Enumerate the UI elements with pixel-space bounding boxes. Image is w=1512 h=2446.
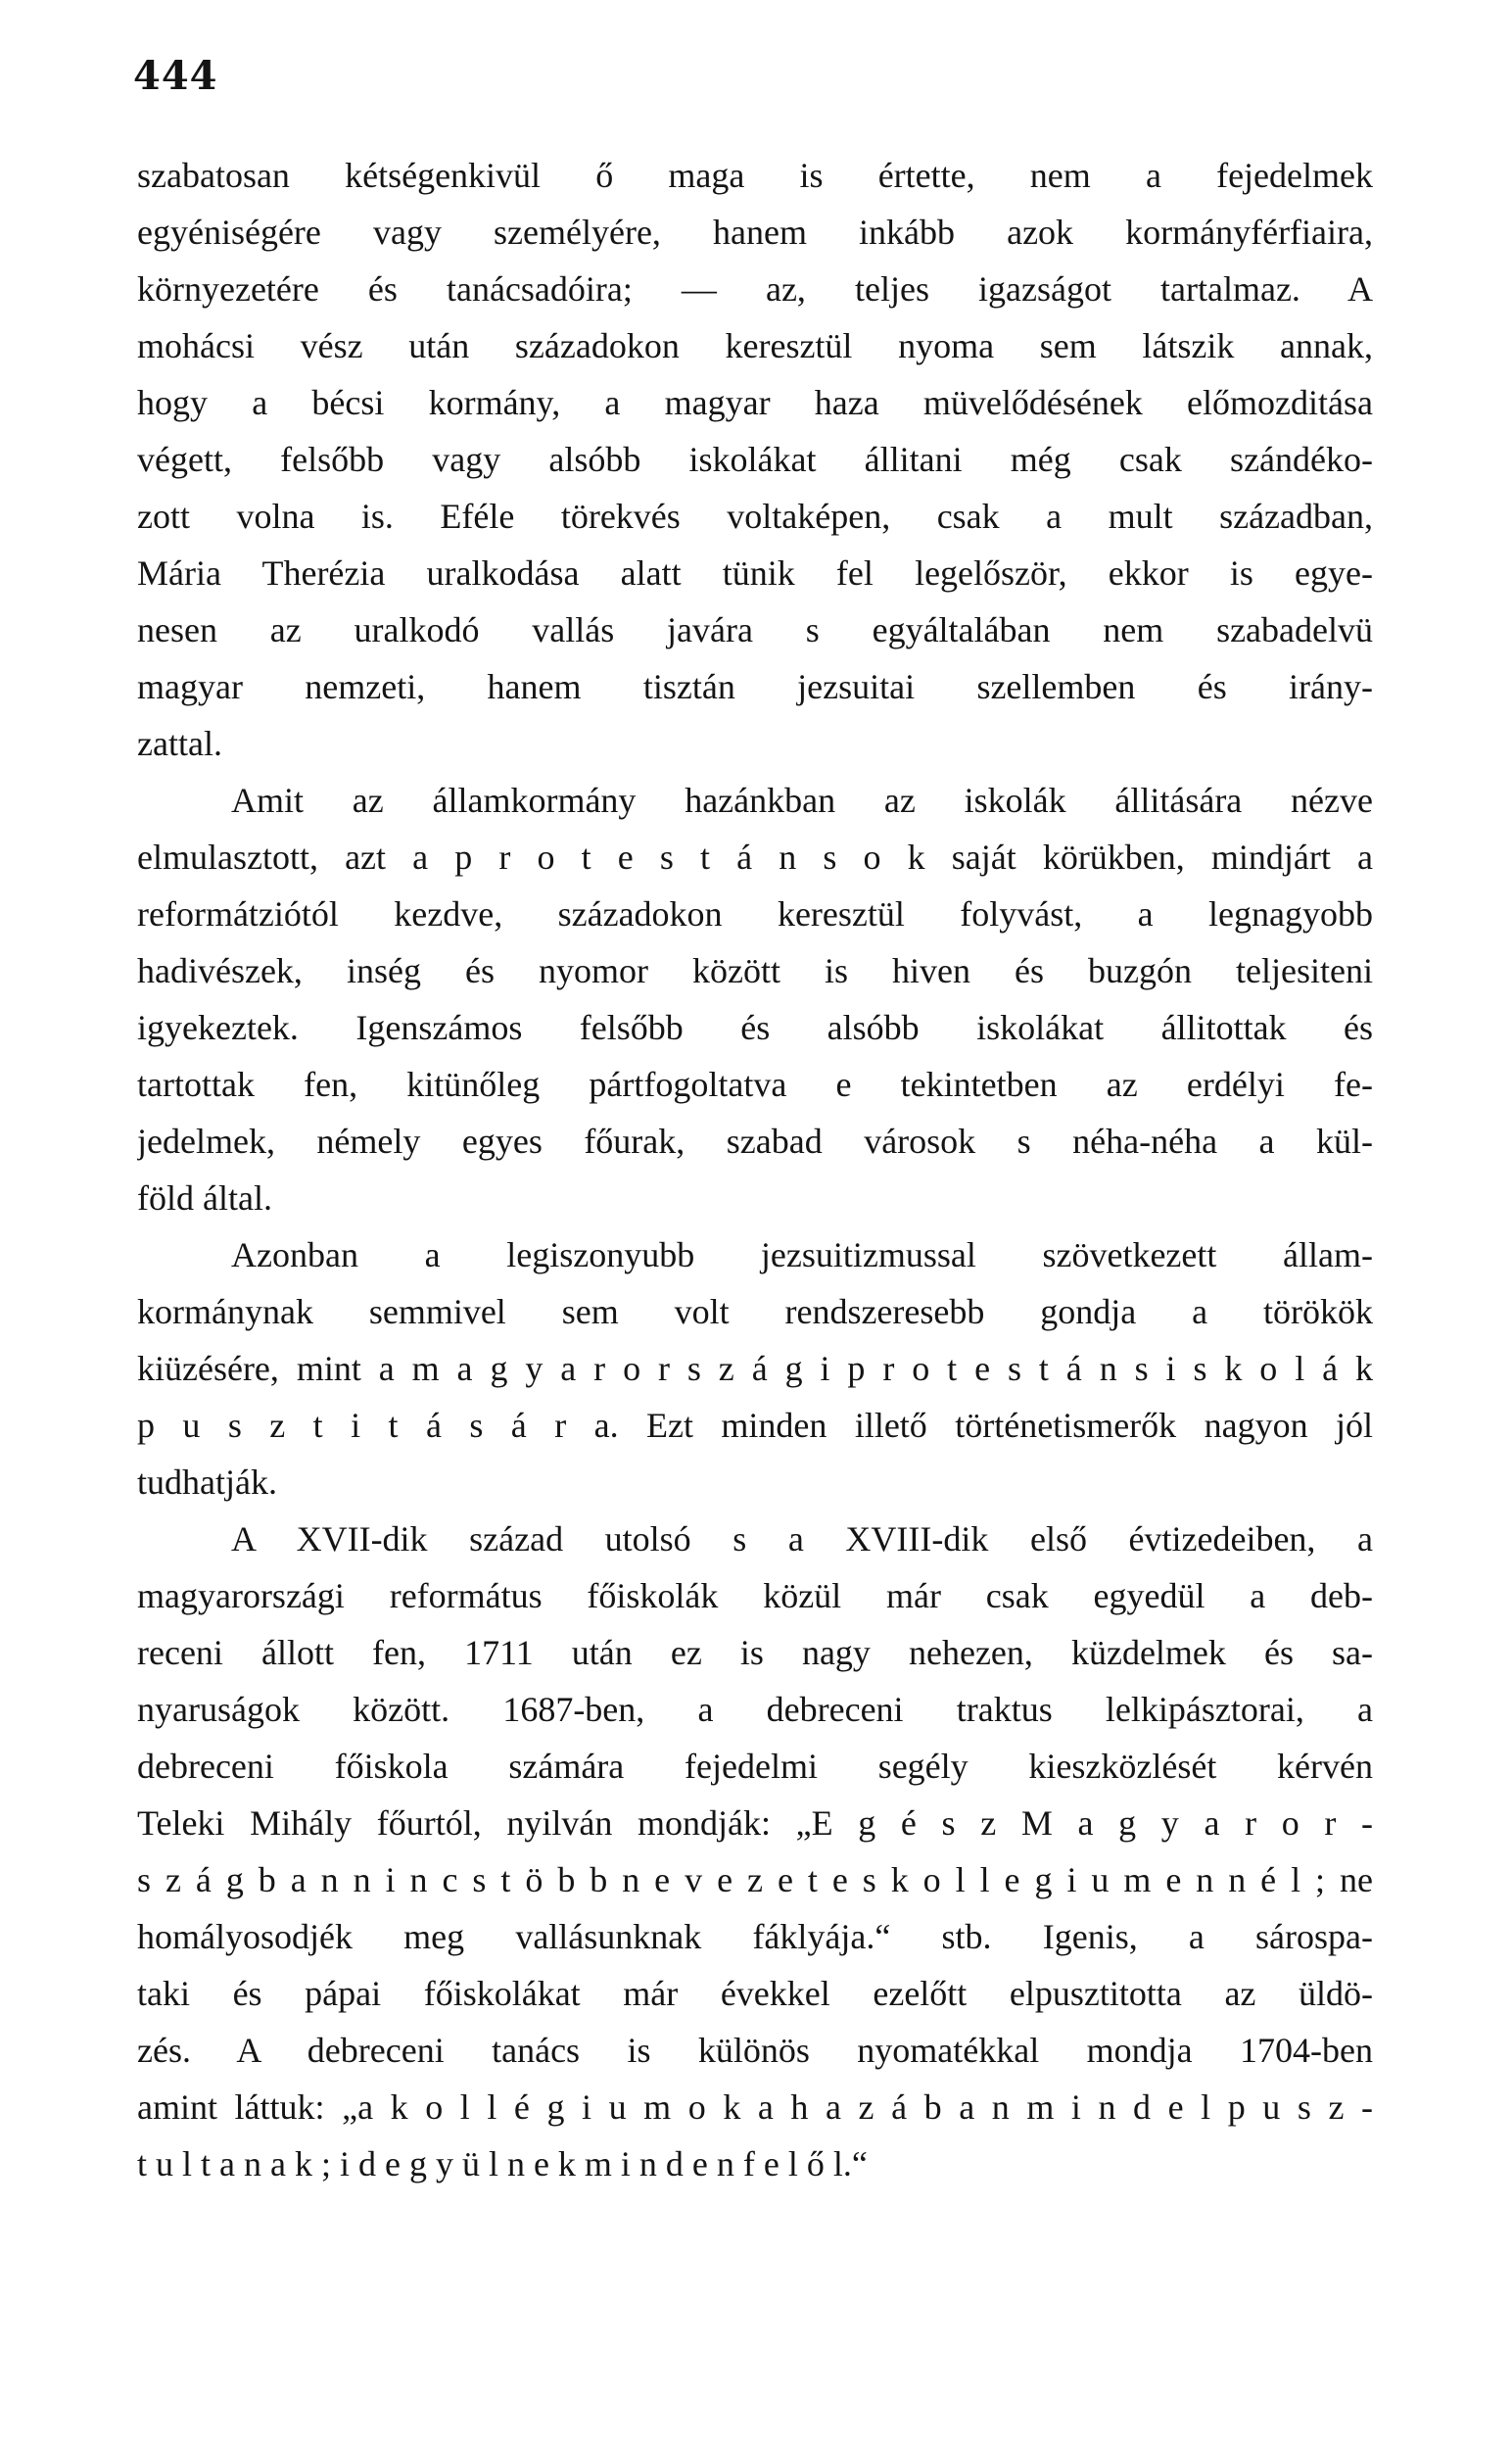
text-line: szabatosan kétségenkivül ő maga is értette, nem a fejedelmek bbox=[137, 156, 1373, 195]
text-line: magyar nemzeti, hanem tisztán jezsuitai szellemben és irány- bbox=[137, 667, 1373, 706]
text-line: kormánynak semmivel sem volt rendszeresebb gondja a törökök bbox=[137, 1292, 1373, 1331]
text-line: zott volna is. Eféle törekvés voltaképen, csak a mult században, bbox=[137, 497, 1373, 536]
body-text bbox=[137, 147, 1373, 2192]
text-line: A XVII-dik század utolsó s a XVIII-dik első évtizedeiben, a bbox=[231, 1519, 1373, 1559]
text-line: taki és pápai főiskolákat már évekkel ezelőtt elpusztitotta az üldö- bbox=[137, 1974, 1373, 2013]
text-line: végett, felsőbb vagy alsóbb iskolákat állitani még csak szándéko- bbox=[137, 440, 1373, 479]
text-line: Teleki Mihály főurtól, nyilván mondják: „E g é s z M a g y a r o r - bbox=[137, 1803, 1373, 1843]
text-line: hadivészek, inség és nyomor között is hiven és buzgón teljesiteni bbox=[137, 951, 1373, 990]
text-line: igyekeztek. Igenszámos felsőbb és alsóbb iskolákat állitottak és bbox=[137, 1008, 1373, 1047]
text-line: reformátziótól kezdve, századokon keresztül folyvást, a legnagyobb bbox=[137, 894, 1373, 934]
text-line: zés. A debreceni tanács is különös nyomatékkal mondja 1704-ben bbox=[137, 2031, 1373, 2070]
text-line: hogy a bécsi kormány, a magyar haza müvelődésének előmozditása bbox=[137, 383, 1373, 422]
text-line: debreceni főiskola számára fejedelmi segély kieszközlését kérvén bbox=[137, 1747, 1373, 1786]
text-line: s z á g b a n n i n c s t ö b b n e v e z e t e s k o l l e g i u m e n n é l ; ne bbox=[137, 1860, 1373, 1899]
text-line: t u l t a n a k ; i d e g y ü l n e k m i n d e n f e l ő l.“ bbox=[137, 2144, 868, 2183]
text-line: receni állott fen, 1711 után ez is nagy nehezen, küzdelmek és sa- bbox=[137, 1633, 1373, 1672]
text-line: p u s z t i t á s á r a. Ezt minden illető történetismerők nagyon jól bbox=[137, 1406, 1373, 1445]
text-line: amint láttuk: „a k o l l é g i u m o k a h a z á b a n m i n d e l p u s z - bbox=[137, 2087, 1373, 2127]
text-line: tartottak fen, kitünőleg pártfogoltatva e tekintetben az erdélyi fe- bbox=[137, 1065, 1373, 1104]
text-line: környezetére és tanácsadóira; — az, teljes igazságot tartalmaz. A bbox=[137, 269, 1373, 309]
text-line: mohácsi vész után századokon keresztül nyoma sem látszik annak, bbox=[137, 326, 1373, 365]
text-line: homályosodjék meg vallásunknak fáklyája.“ stb. Igenis, a sárospa- bbox=[137, 1917, 1373, 1956]
text-line: zattal. bbox=[137, 724, 222, 763]
text-line: elmulasztott, azt a p r o t e s t á n s o k saját körükben, mindjárt a bbox=[137, 838, 1373, 877]
text-line: Amit az államkormány hazánkban az iskolák állitására nézve bbox=[231, 781, 1373, 820]
text-line: tudhatják. bbox=[137, 1463, 277, 1502]
text-line: magyarországi református főiskolák közül már csak egyedül a deb- bbox=[137, 1576, 1373, 1615]
text-line: jedelmek, némely egyes főurak, szabad városok s néha-néha a kül- bbox=[137, 1122, 1373, 1161]
text-line: nesen az uralkodó vallás javára s egyáltalában nem szabadelvü bbox=[137, 610, 1373, 649]
text-line: Azonban a legiszonyubb jezsuitizmussal szövetkezett állam- bbox=[231, 1235, 1373, 1274]
text-line: egyéniségére vagy személyére, hanem inkább azok kormányférfiaira, bbox=[137, 213, 1373, 252]
text-line: nyaruságok között. 1687-ben, a debreceni traktus lelkipásztorai, a bbox=[137, 1690, 1373, 1729]
text-line: kiüzésére, mint a m a g y a r o r s z á g i p r o t e s t á n s i s k o l á k bbox=[137, 1349, 1373, 1388]
text-line: Mária Therézia uralkodása alatt tünik fel legelőször, ekkor is egye- bbox=[137, 553, 1373, 593]
text-line: föld által. bbox=[137, 1178, 272, 1218]
page-number: 444 bbox=[133, 53, 218, 99]
